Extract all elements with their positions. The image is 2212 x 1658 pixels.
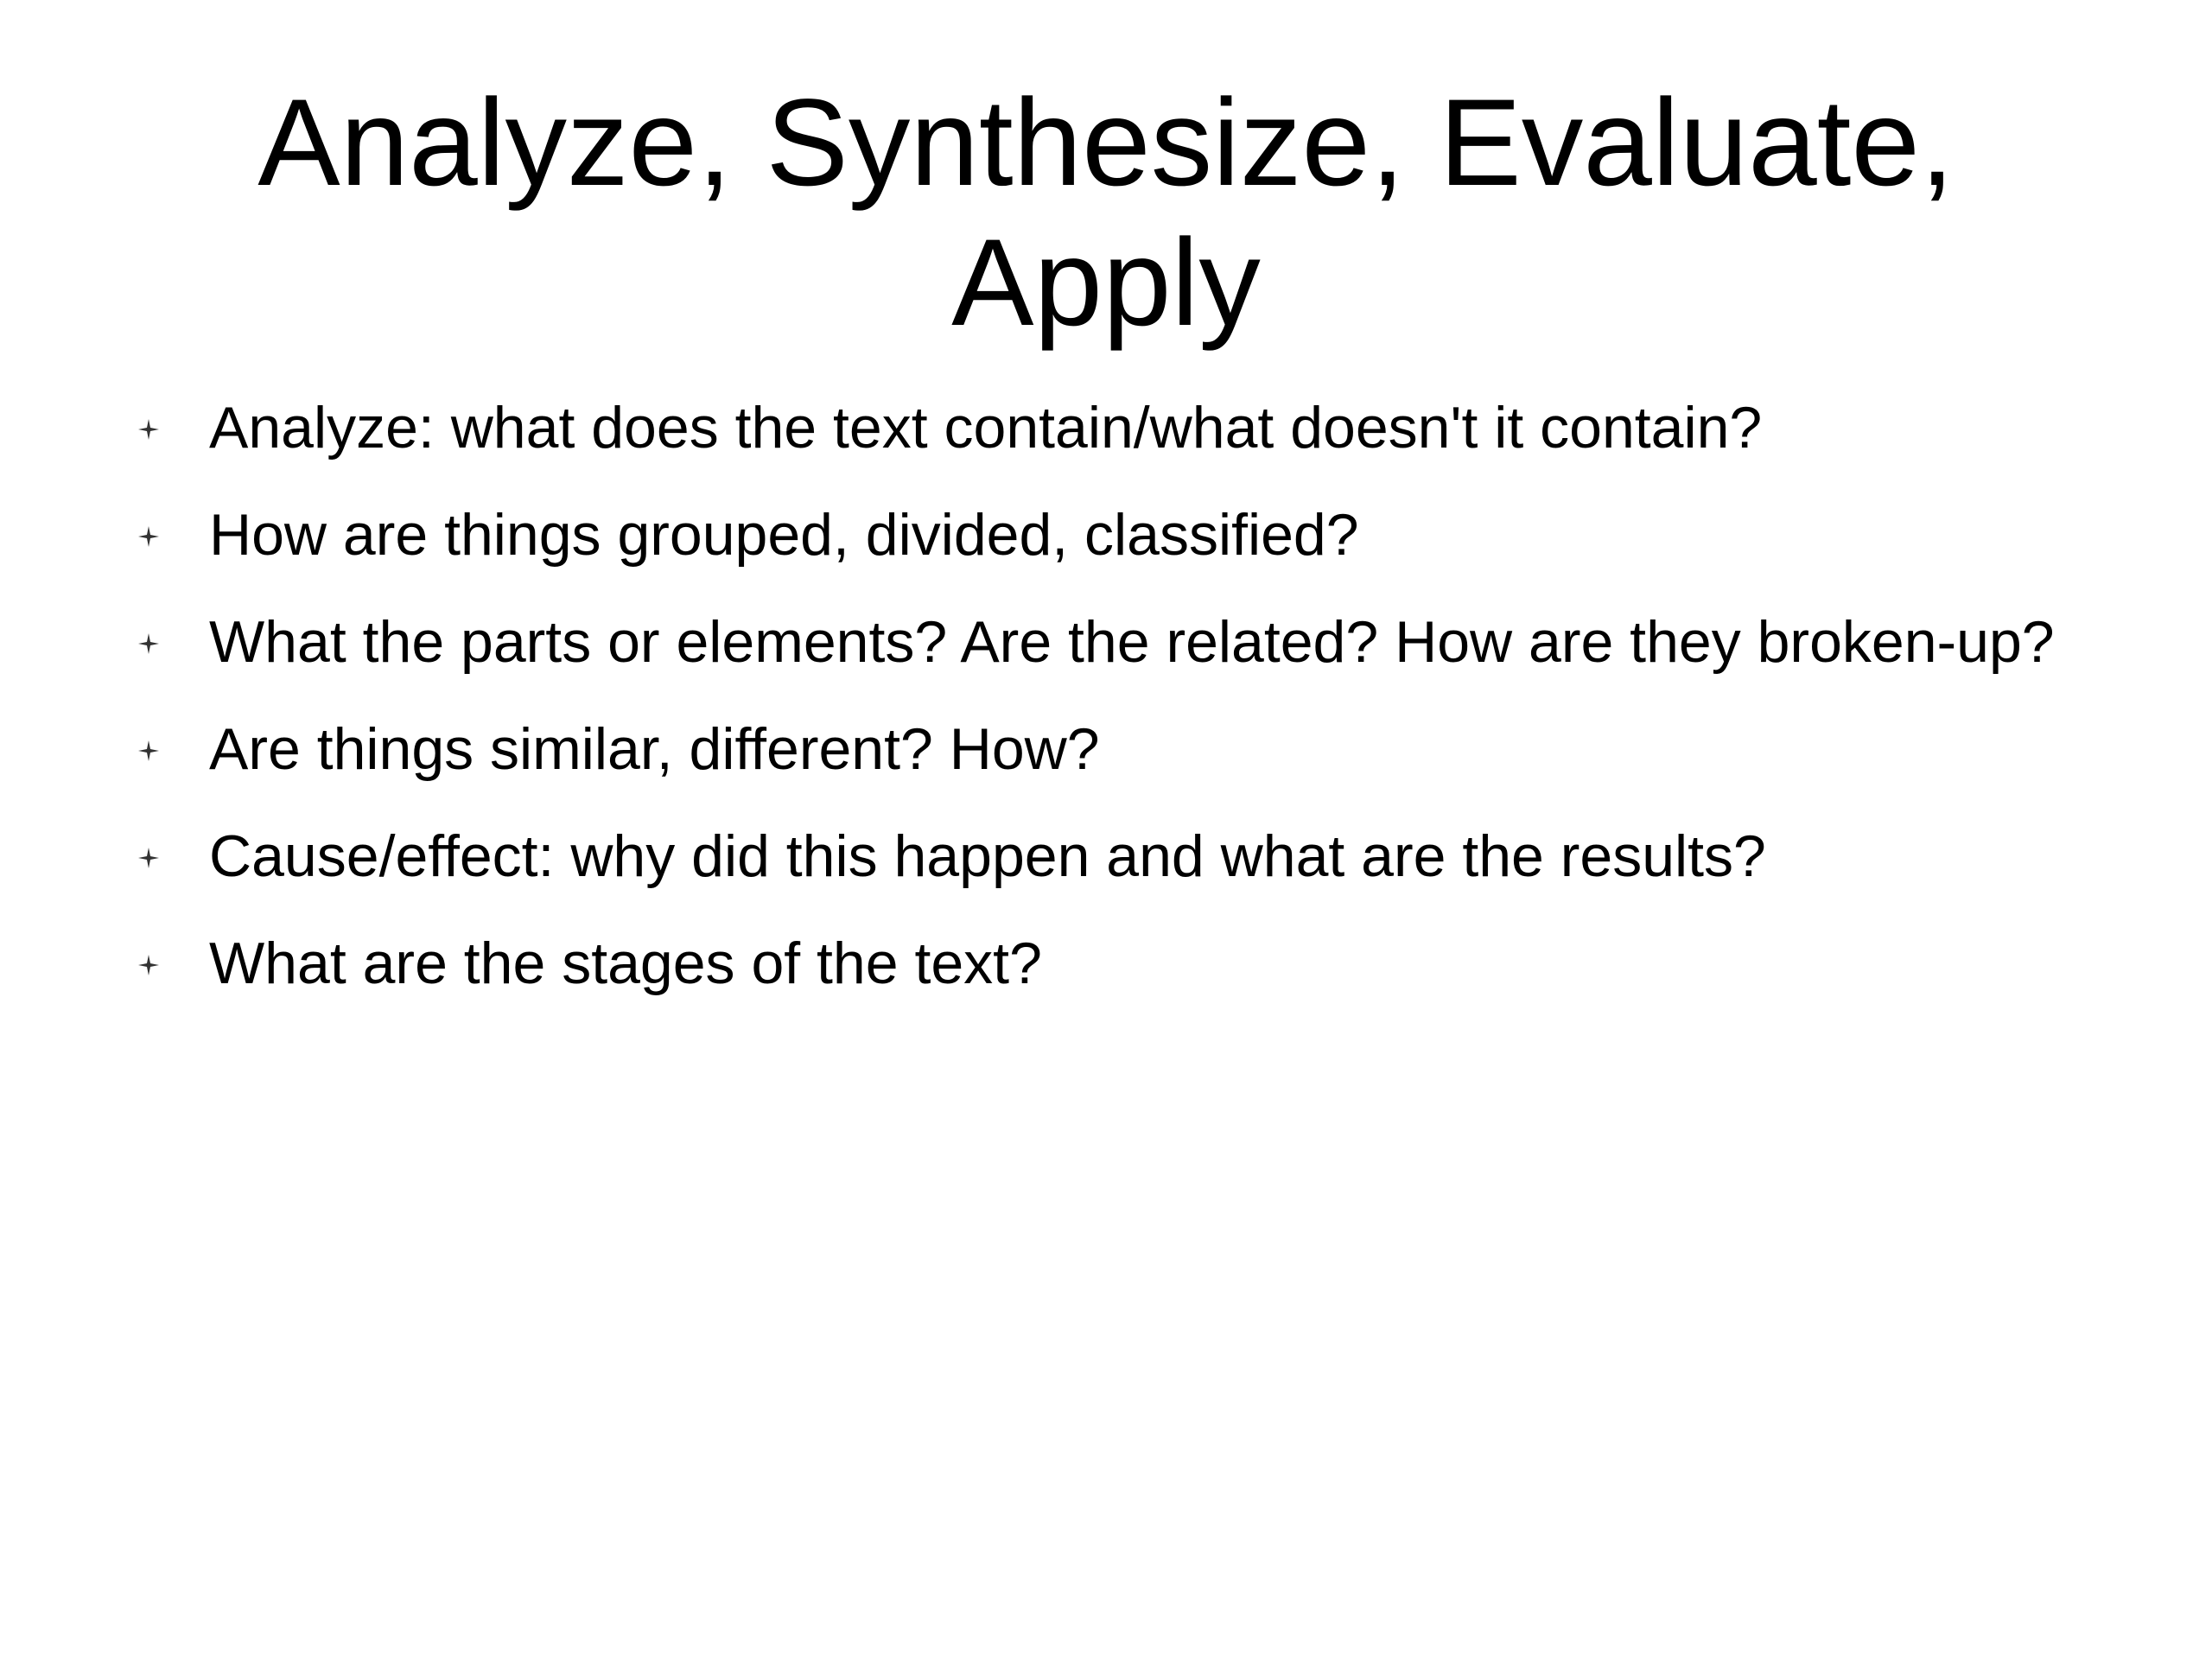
- slide-title: Analyze, Synthesize, Evaluate, Apply: [257, 74, 1955, 352]
- bullet-text: What the parts or elements? Are the related? How are they broken-up?: [209, 609, 2055, 675]
- bullet-item: [130, 822, 2091, 891]
- plus-sparkle-icon: [130, 732, 168, 770]
- bullet-text: Cause/effect: why did this happen and what are the results?: [209, 823, 1766, 889]
- plus-sparkle-icon: [130, 518, 168, 556]
- bullet-text: What are the stages of the text?: [209, 931, 1042, 996]
- bullet-text: Are things similar, different? How?: [209, 716, 1100, 782]
- bullet-item: [130, 929, 2091, 998]
- plus-sparkle-icon: [130, 946, 168, 984]
- bullet-item: [130, 393, 2091, 462]
- plus-sparkle-icon: [130, 410, 168, 448]
- bullet-list: [130, 393, 2091, 1036]
- plus-sparkle-icon: [130, 839, 168, 877]
- bullet-text: Analyze: what does the text contain/what doesn't it contain?: [209, 395, 1763, 461]
- plus-sparkle-icon: [130, 625, 168, 663]
- bullet-item: [130, 500, 2091, 569]
- bullet-item: [130, 715, 2091, 784]
- bullet-item: [130, 607, 2091, 677]
- bullet-text: How are things grouped, divided, classified?: [209, 502, 1359, 568]
